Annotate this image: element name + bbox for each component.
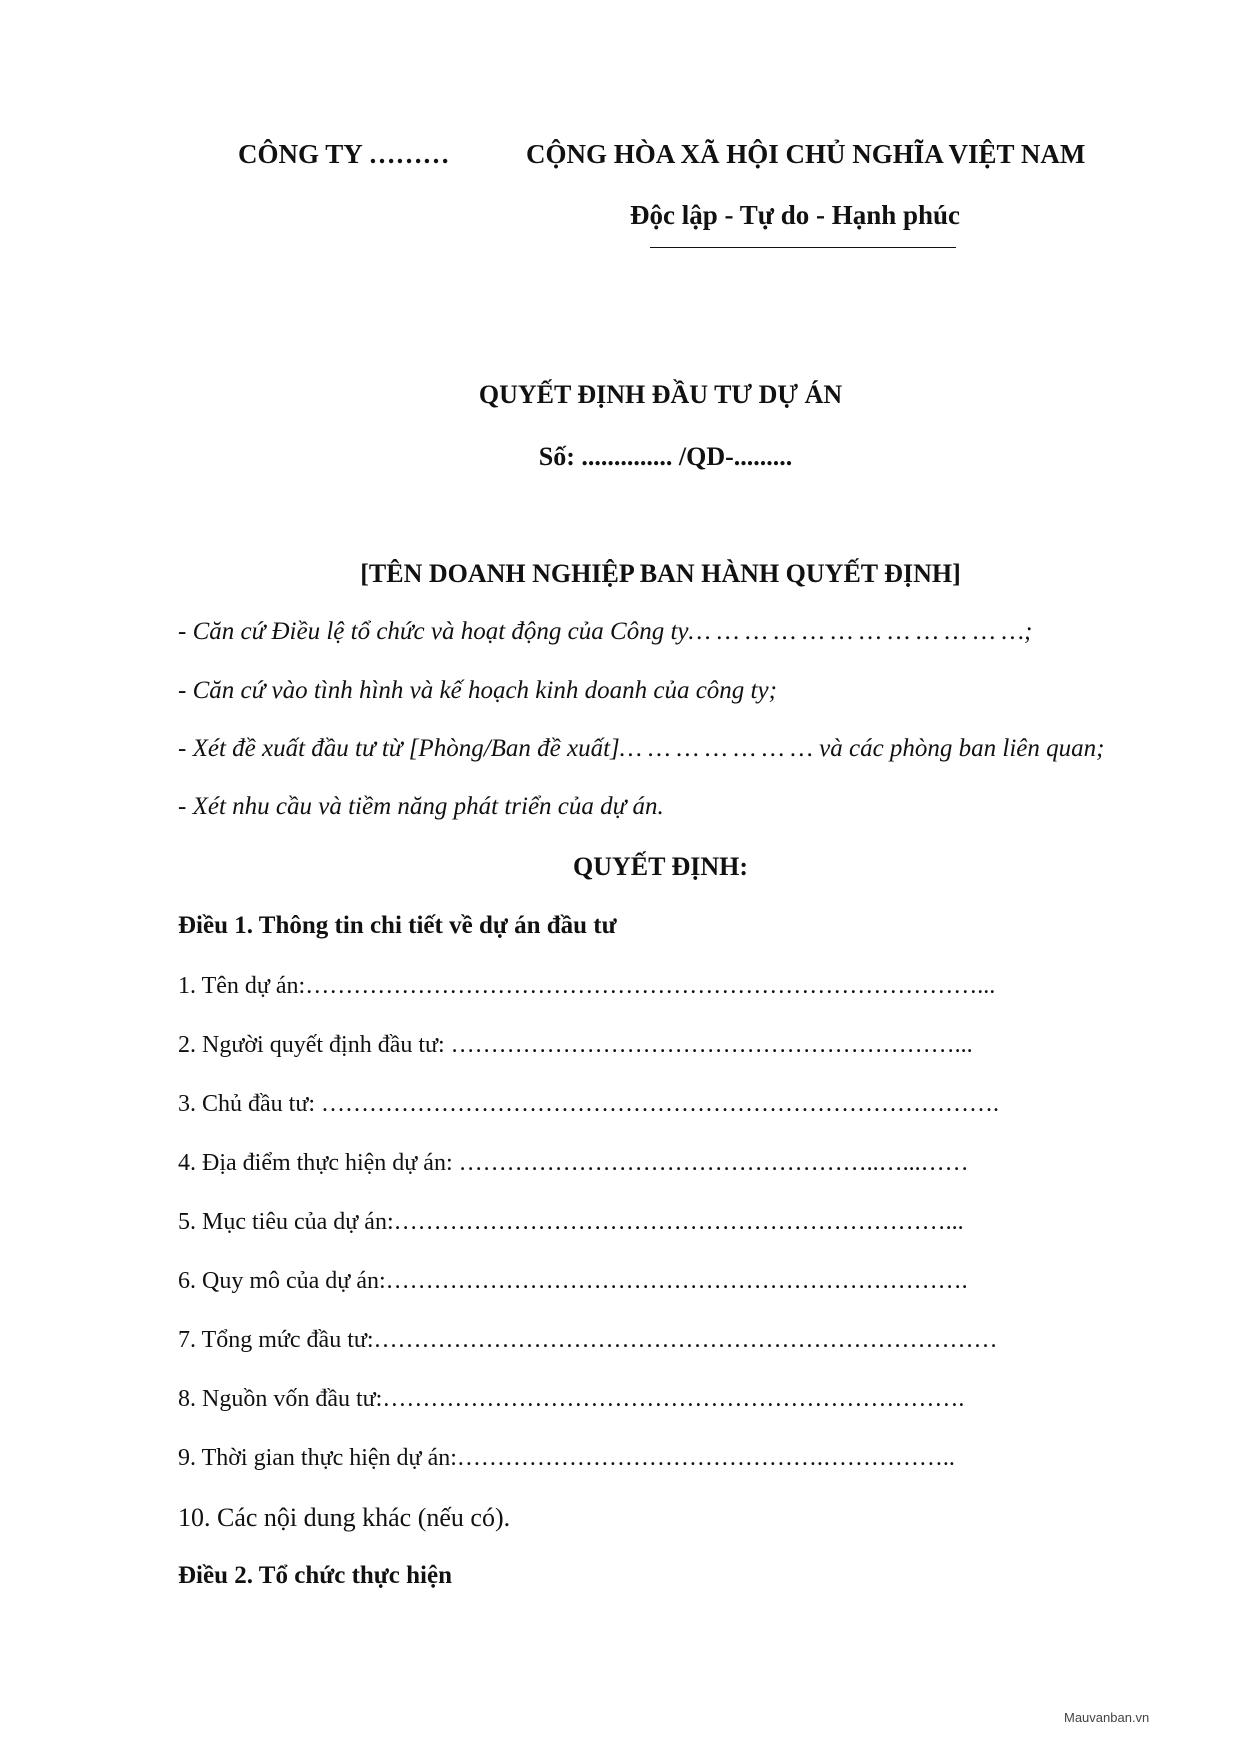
basis-line-4: - Xét nhu cầu và tiềm năng phát triển của dự án. bbox=[178, 793, 664, 820]
article-1-item: 10. Các nội dung khác (nếu có). bbox=[178, 1503, 511, 1532]
basis-line-1: - Căn cứ Điều lệ tổ chức và hoạt động của Công ty… … … … … … … … … … … …; bbox=[178, 618, 1033, 645]
decision-heading: QUYẾT ĐỊNH: bbox=[572, 852, 749, 881]
watermark: Mauvanban.vn bbox=[1064, 1710, 1150, 1725]
article-1-item: 2. Người quyết định đầu tư: ………………………………………………………... bbox=[178, 1032, 973, 1058]
national-title: CỘNG HÒA XÃ HỘI CHỦ NGHĨA VIỆT NAM bbox=[526, 139, 1086, 169]
company-name: CÔNG TY ……… bbox=[238, 139, 450, 169]
article-1-item: 4. Địa điểm thực hiện dự án: ……………………………………………..…...…… bbox=[178, 1150, 969, 1176]
article-1-item: 5. Mục tiêu của dự án:……………………………………………………………... bbox=[178, 1209, 964, 1235]
document-title: QUYẾT ĐỊNH ĐẦU TƯ DỰ ÁN bbox=[478, 380, 843, 409]
basis-line-3: - Xét đề xuất đầu tư từ [Phòng/Ban đề xuất]… … … … … … … và các phòng ban liên quan; bbox=[178, 735, 1105, 762]
article-1-title: Điều 1. Thông tin chi tiết về dự án đầu tư bbox=[178, 912, 617, 939]
article-1-item: 6. Quy mô của dự án:………………………………………………………………. bbox=[178, 1268, 968, 1294]
article-1-item: 7. Tổng mức đầu tư:…………………………………………………………………… bbox=[178, 1327, 998, 1353]
basis-line-2: - Căn cứ vào tình hình và kế hoạch kinh doanh của công ty; bbox=[178, 677, 777, 704]
issuer-name: [TÊN DOANH NGHIỆP BAN HÀNH QUYẾT ĐỊNH] bbox=[360, 559, 961, 588]
article-1-item: 3. Chủ đầu tư: …………………………………………………………………………. bbox=[178, 1091, 1000, 1117]
article-2-title: Điều 2. Tổ chức thực hiện bbox=[178, 1562, 452, 1589]
article-1-item: 8. Nguồn vốn đầu tư:………………………………………………………………. bbox=[178, 1386, 965, 1412]
motto-underline bbox=[650, 247, 956, 248]
document-number: Số: .............. /QD-......... bbox=[538, 442, 793, 471]
article-1-item: 1. Tên dự án:…………………………………………………………………………... bbox=[178, 973, 996, 999]
national-motto: Độc lập - Tự do - Hạnh phúc bbox=[630, 200, 961, 230]
article-1-item: 9. Thời gian thực hiện dự án:……………………………………….…………….. bbox=[178, 1445, 955, 1471]
